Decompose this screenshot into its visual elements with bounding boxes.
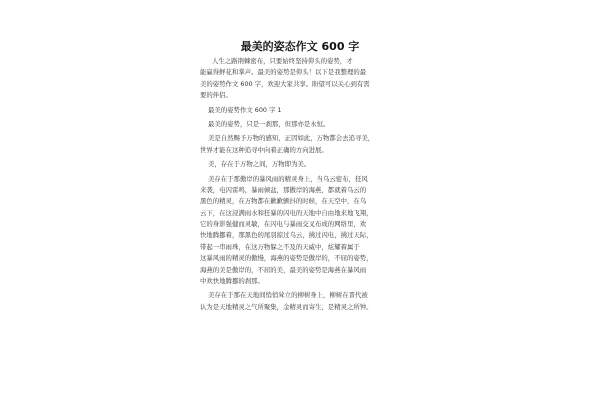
document-body xyxy=(200,56,400,313)
paragraph-line: 云下，在这浸满雨水和狂暴的闪电的天地中自由地来地飞翔， xyxy=(200,208,373,217)
paragraph-line: 美是自然赐予万物的感知，正因如此，万物都会去追寻美， xyxy=(208,134,375,143)
paragraph-line: 美存在于那傲岸的暴风雨的精灵身上，当乌云密布，狂风 xyxy=(208,174,368,183)
paragraph-line: 它的身影强健而灵敏，在闪电与暴雨交叉布成的网络里，欢 xyxy=(200,220,367,229)
paragraph-line: 认为是天地精灵之气所聚集，金精灵而寄生，是精灵之所钟。 xyxy=(200,302,373,311)
paragraph-line: 人生之路荆棘密布，只要始终坚持仰头的姿势，才 xyxy=(212,57,353,65)
document-title: 最美的姿态作文 600 字 xyxy=(240,40,360,53)
paragraph-line: 美存在于那在天地间悄悄耸立的柳树身上，柳树在晋代被 xyxy=(208,291,368,300)
paragraph-line: 世界才能在这种追寻中向着正确的方向进展。 xyxy=(200,145,328,154)
section-heading: 最美的姿势作文 600 字 1 xyxy=(208,105,282,114)
paragraph-line: 最美的姿势，只是一刹那，但那亦是永恒。 xyxy=(208,119,330,128)
paragraph-line: 美的姿势作文 600 字，欢迎大家共享。盼望可以关心到有需 xyxy=(200,79,370,88)
paragraph-line: 中欢快地腾挪的刹那。 xyxy=(200,277,264,286)
paragraph-line: 黑色的精灵，在万物都在歉歉颤抖的时候，在天空中，在乌 xyxy=(200,197,367,206)
paragraph-line: 来袭，电闪雷鸣，暴雨倾盆，那傲岸的海燕，都就着乌云的 xyxy=(200,185,367,194)
paragraph-line: 这暴风雨的精灵的傲慢，海燕的姿势是傲岸的，不屈的姿势， xyxy=(200,254,373,263)
paragraph-line: 要的伴侣。 xyxy=(200,91,232,100)
paragraph-line: 带起一串雨珠，在这万物躲之不及的天威中，炫耀着属于 xyxy=(200,242,360,251)
paragraph-line: 快地腾挪着，那黑色的尾羽掠过乌云，拂过闪电，拂过天际， xyxy=(200,231,373,240)
paragraph-line: 海燕的美是傲岸的，不屈的美，最美的姿势是海燕在暴风雨 xyxy=(200,265,367,274)
paragraph-line: 美，存在于万物之间，万物即为美。 xyxy=(208,160,311,169)
paragraph-line: 能赢得鲜花和掌声。最美的姿势是仰头！以下是我整理的最 xyxy=(200,68,367,77)
